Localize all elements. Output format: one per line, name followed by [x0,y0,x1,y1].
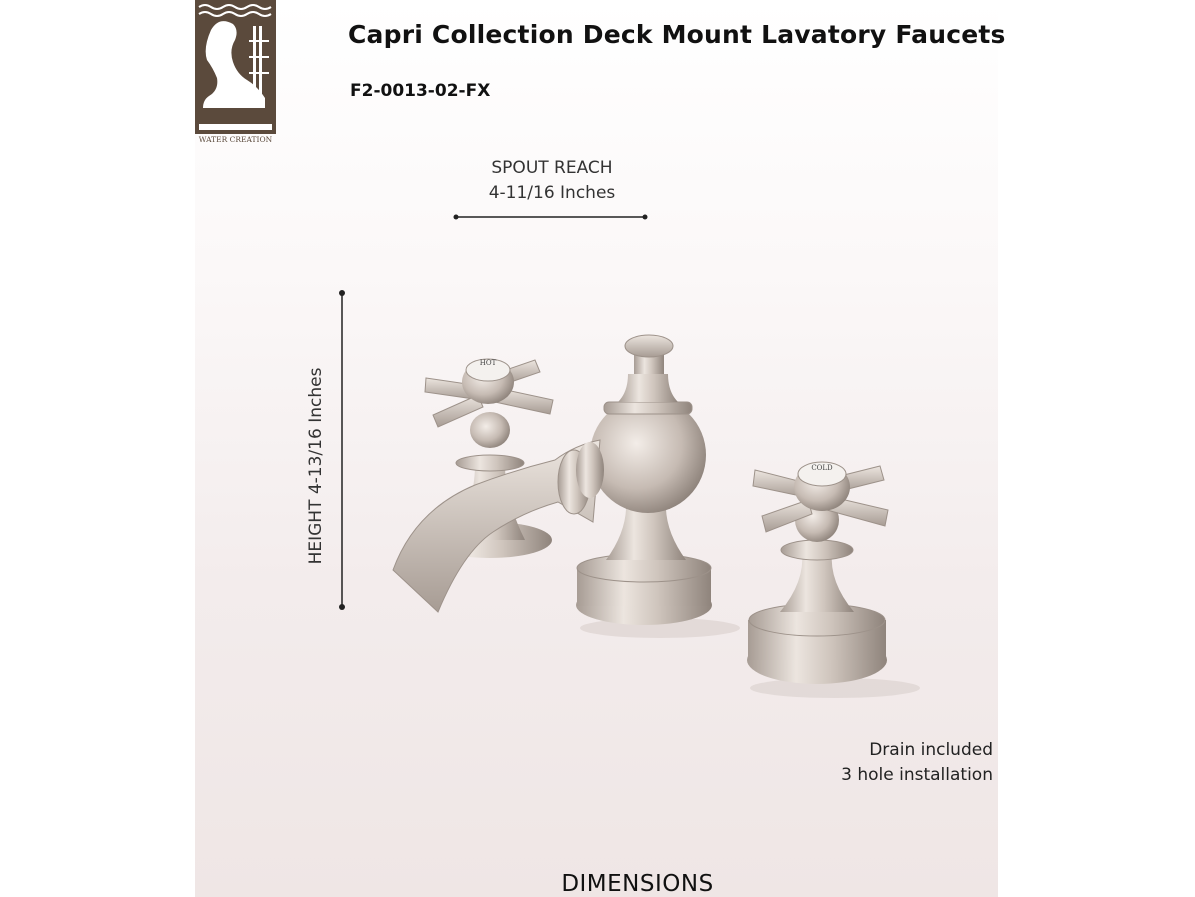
spout-reach-value: 4-11/16 Inches [488,183,616,203]
model-number: F2-0013-02-FX [350,81,491,101]
page-title: Capri Collection Deck Mount Lavatory Faucets [348,20,1006,49]
spout-reach-label: SPOUT REACH [491,158,613,178]
section-title: DIMENSIONS [561,871,714,897]
cold-handle [747,462,888,684]
spout-reach-line [454,215,648,220]
height-line [339,290,345,610]
note-installation: 3 hole installation [841,765,993,785]
logo-text: WATER CREATION [198,135,273,144]
spout-body [393,335,712,625]
height-dimension-label: HEIGHT 4-13/16 Inches [306,367,326,565]
note-drain: Drain included [869,740,993,760]
cold-label: COLD [811,464,833,472]
hot-label: HOT [479,359,497,367]
installation-notes [780,738,993,788]
